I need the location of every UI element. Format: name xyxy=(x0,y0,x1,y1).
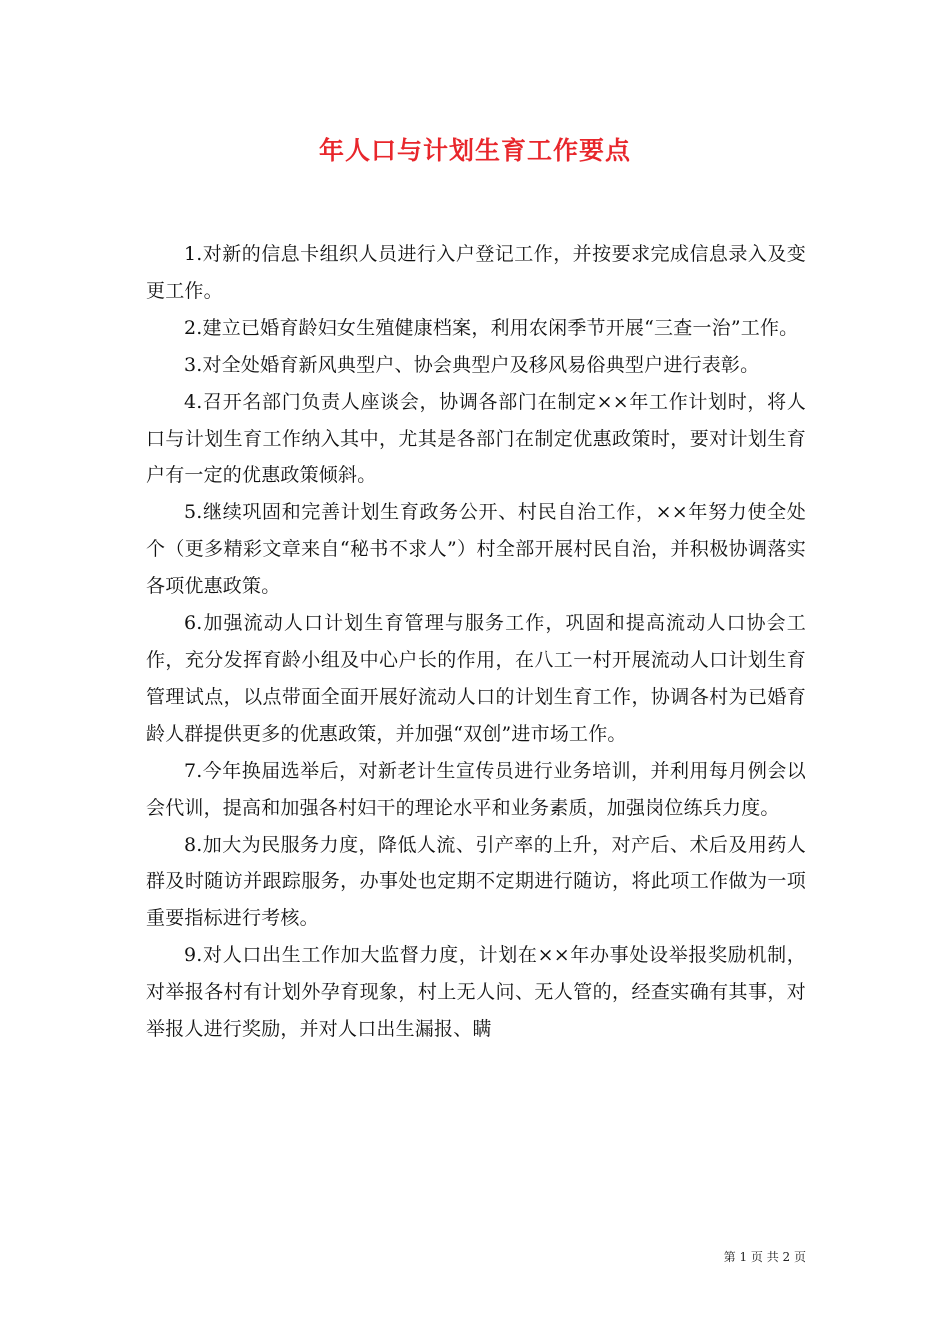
paragraph-1 xyxy=(146,236,806,310)
paragraph-text: 对人口出生工作加大监督力度，计划在××年办事处设举报奖励机制，对举报各村有计划外孕育现象，村上无人问、无人管的，经查实确有其事，对举报人进行奖励，并对人口出生漏报、瞒 xyxy=(146,944,806,1041)
paragraph-number: 3. xyxy=(184,353,203,376)
paragraph-number: 5. xyxy=(184,501,203,524)
document-body xyxy=(146,236,806,1048)
paragraph-5 xyxy=(146,494,806,605)
paragraph-number: 1. xyxy=(184,243,203,265)
paragraph-number: 2. xyxy=(184,316,203,339)
paragraph-number: 4. xyxy=(184,390,203,413)
paragraph-text: 今年换届选举后，对新老计生宣传员进行业务培训，并利用每月例会以会代训，提高和加强各村妇干的理论水平和业务素质，加强岗位练兵力度。 xyxy=(146,759,806,819)
paragraph-text: 召开名部门负责人座谈会，协调各部门在制定××年工作计划时，将人口与计划生育工作纳入其中，尤其是各部门在制定优惠政策时，要对计划生育户有一定的优惠政策倾斜。 xyxy=(146,390,806,487)
page-number: 第 1 页 共 2 页 xyxy=(723,1250,806,1264)
paragraph-text: 对新的信息卡组织人员进行入户登记工作，并按要求完成信息录入及变更工作。 xyxy=(146,243,806,302)
paragraph-9 xyxy=(146,937,806,1048)
page-title: 年人口与计划生育工作要点 xyxy=(318,136,631,165)
paragraph-4 xyxy=(146,384,806,495)
paragraph-3 xyxy=(146,347,806,384)
paragraph-text: 加大为民服务力度，降低人流、引产率的上升，对产后、术后及用药人群及时随访并跟踪服务，办事处也定期不定期进行随访，将此项工作做为一项重要指标进行考核。 xyxy=(146,833,806,930)
paragraph-7 xyxy=(146,753,806,827)
paragraph-number: 6. xyxy=(184,612,203,635)
paragraph-number: 9. xyxy=(184,944,203,967)
paragraph-number: 7. xyxy=(184,759,203,782)
paragraph-text: 继续巩固和完善计划生育政务公开、村民自治工作，××年努力使全处个（更多精彩文章来自“秘书不求人”）村全部开展村民自治，并积极协调落实各项优惠政策。 xyxy=(146,501,806,598)
paragraph-2 xyxy=(146,310,806,347)
paragraph-text: 建立已婚育龄妇女生殖健康档案，利用农闲季节开展“三查一治”工作。 xyxy=(202,316,799,339)
paragraph-8 xyxy=(146,827,806,938)
paragraph-number: 8. xyxy=(184,833,203,856)
paragraph-text: 对全处婚育新风典型户、协会典型户及移风易俗典型户进行表彰。 xyxy=(202,353,760,376)
paragraph-text: 加强流动人口计划生育管理与服务工作，巩固和提高流动人口协会工作，充分发挥育龄小组及中心户长的作用，在八工一村开展流动人口计划生育管理试点，以点带面全面开展好流动人口的计划生育工作，协调各村为已婚育龄人群提供更多的优惠政策，并加强“双创”进市场工作。 xyxy=(146,612,806,745)
paragraph-6 xyxy=(146,605,806,753)
